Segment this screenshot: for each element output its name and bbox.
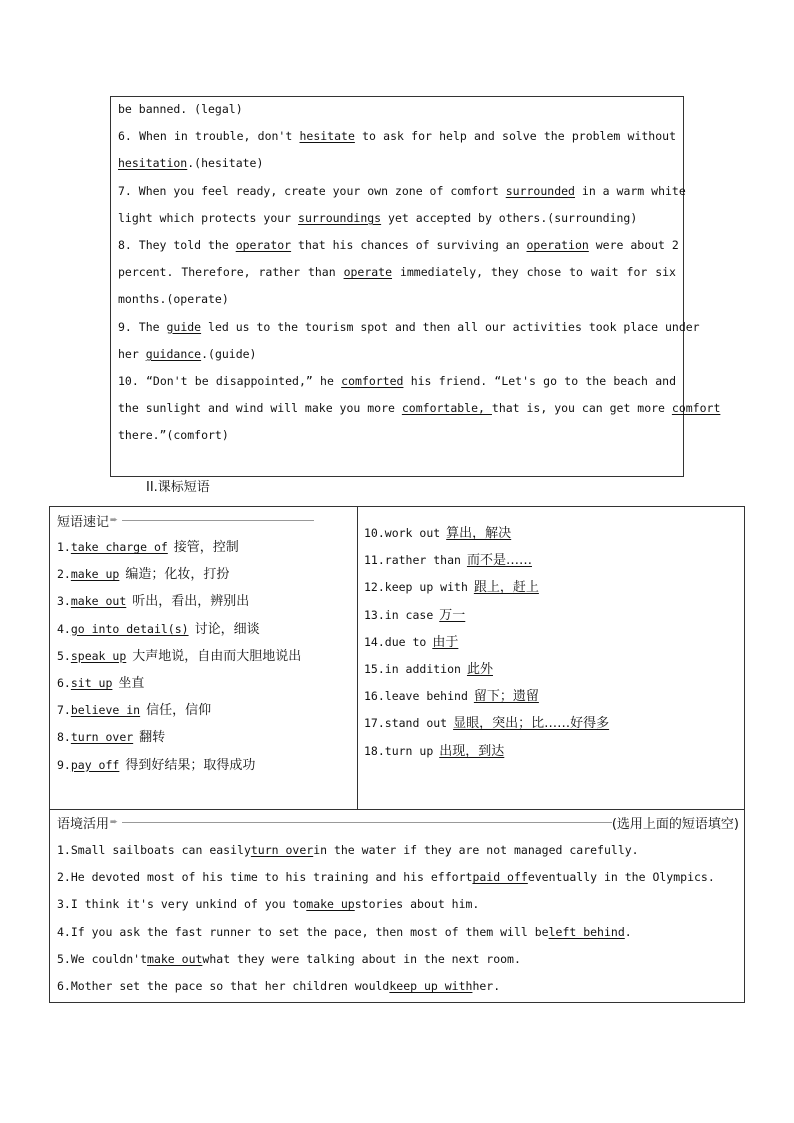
- phrase-english: due to: [384, 634, 427, 649]
- text-line: [118, 344, 676, 371]
- phrase-number: 14.: [364, 634, 385, 649]
- sentence-number: 2.: [57, 870, 71, 885]
- text-segment: her: [118, 346, 146, 361]
- phrase-english: keep up with: [384, 580, 468, 595]
- text-segment: 10. “Don't be disappointed,” he: [118, 374, 342, 388]
- phrase-chinese: 听出，看出，辨别出: [132, 594, 250, 610]
- phrase-number: 3.: [57, 594, 71, 609]
- sentence-number: 6.: [57, 979, 71, 993]
- sentence-text: Small sailboats can easily: [70, 843, 251, 857]
- text-line: [118, 99, 676, 126]
- sentence-text: We couldn't: [70, 951, 148, 966]
- text-segment: .(hesitate): [187, 156, 264, 171]
- exercise-box: [110, 96, 721, 477]
- phrase-chinese: 而不是……: [466, 553, 532, 569]
- context-sentence: [57, 923, 632, 941]
- phrase-number: 18.: [364, 743, 385, 758]
- phrase-chinese: 万一: [439, 607, 466, 623]
- phrase-item: [364, 633, 458, 652]
- phrase-number: 6.: [57, 676, 71, 690]
- phrase-item: [364, 742, 504, 761]
- phrase-item: [57, 620, 260, 639]
- text-segment: immediately, they chose to wait for six: [392, 265, 676, 280]
- sentence-text: .: [624, 924, 632, 939]
- context-sentence: [57, 977, 500, 995]
- table-divider-horizontal: [50, 809, 744, 810]
- text-segment: 9. The: [118, 319, 167, 334]
- sentence-text: what they were talking about in the next room.: [202, 951, 521, 966]
- sentence-text: in the water if they are not managed carefully.: [313, 843, 639, 857]
- phrase-item: [57, 565, 229, 584]
- text-line: [118, 126, 676, 153]
- text-line: [118, 371, 676, 398]
- table-divider-vertical: [357, 507, 358, 809]
- phrase-chinese: 得到好结果；取得成功: [125, 757, 256, 773]
- text-segment: 8. They told the: [118, 238, 236, 252]
- text-segment: his friend. “Let's go to the beach and: [403, 374, 676, 388]
- text-line: [118, 262, 676, 289]
- sentence-number: 3.: [57, 897, 71, 912]
- sentence-answer: make up: [306, 897, 355, 912]
- phrase-english: leave behind: [384, 689, 468, 704]
- answer-word: hesitate: [299, 129, 355, 144]
- arrow-right-icon: ➨: [110, 815, 118, 830]
- phrase-item: [364, 606, 465, 625]
- phrase-item: [57, 538, 239, 557]
- text-segment: yet accepted by others.(surrounding): [381, 210, 638, 225]
- phrase-english: stand out: [384, 716, 448, 731]
- answer-word: guidance: [145, 346, 202, 361]
- phrase-item: [57, 728, 165, 747]
- text-segment: percent. Therefore, rather than: [118, 265, 344, 280]
- phrase-english: in addition: [384, 662, 461, 676]
- phrase-english: turn over: [70, 730, 134, 745]
- sentence-answer: keep up with: [389, 979, 473, 993]
- phrase-english: take charge of: [70, 540, 168, 554]
- sentence-text: If you ask the fast runner to set the pace, then most of them will be: [70, 924, 549, 939]
- answer-word: operation: [526, 238, 589, 252]
- context-sentence: [57, 841, 639, 859]
- phrase-number: 12.: [364, 580, 385, 595]
- text-segment: that is, you can get more: [491, 401, 672, 416]
- answer-word: guide: [166, 319, 202, 334]
- phrase-chinese: 接管，控制: [173, 540, 239, 555]
- phrase-chinese: 翻转: [139, 730, 166, 746]
- phrase-item: [57, 647, 301, 666]
- phrase-chinese: 出现，到达: [439, 743, 505, 759]
- phrase-english: pay off: [70, 757, 120, 772]
- sentence-number: 4.: [57, 924, 71, 939]
- answer-word: operator: [235, 238, 292, 252]
- phrase-chinese: 编造；化妆，打扮: [125, 567, 230, 583]
- phrase-english: in case: [384, 607, 434, 622]
- text-segment: be banned. (legal): [118, 102, 243, 116]
- sentence-number: 1.: [57, 843, 71, 857]
- phrase-chinese: 由于: [432, 634, 459, 650]
- text-segment: 7. When you feel ready, create your own zone of comfort: [118, 183, 506, 198]
- phrase-item: [364, 578, 539, 597]
- header-rule: [122, 520, 314, 521]
- sentence-text: Mother set the pace so that her children would: [70, 979, 390, 993]
- phrase-item: [57, 592, 249, 611]
- text-line: [118, 235, 679, 262]
- context-note: (选用上面的短语填空): [611, 817, 739, 832]
- phrase-number: 8.: [57, 730, 71, 745]
- phrase-item: [364, 660, 493, 679]
- context-sentence: [57, 868, 715, 886]
- sentence-text: I think it's very unkind of you to: [70, 897, 307, 912]
- answer-word: comfort: [671, 401, 721, 416]
- answer-word: comforted: [341, 374, 404, 388]
- phrase-item: [57, 701, 211, 720]
- text-segment: .(guide): [201, 346, 257, 361]
- text-segment: were about 2: [588, 238, 679, 252]
- phrases-header-label: 短语速记: [57, 515, 110, 530]
- arrow-right-icon: ➨: [110, 513, 118, 528]
- context-sentence: [57, 950, 521, 968]
- phrase-item: [364, 551, 532, 570]
- phrase-number: 10.: [364, 526, 385, 540]
- text-line: [118, 425, 676, 452]
- context-sentence: [57, 895, 479, 913]
- phrase-english: speak up: [70, 648, 127, 663]
- sentence-text: stories about him.: [354, 897, 480, 912]
- phrase-item: [364, 687, 539, 706]
- sentence-text: eventually in the Olympics.: [527, 870, 715, 885]
- phrase-english: believe in: [70, 703, 141, 718]
- answer-word: surrounded: [505, 183, 575, 198]
- phrase-number: 5.: [57, 648, 71, 663]
- phrase-number: 4.: [57, 621, 71, 636]
- phrase-chinese: 此外: [466, 662, 493, 677]
- phrase-chinese: 算出，解决: [446, 526, 512, 541]
- phrase-chinese: 大声地说，自由而大胆地说出: [132, 648, 302, 664]
- text-line: [118, 289, 676, 316]
- answer-word: hesitation: [118, 156, 188, 171]
- phrase-number: 17.: [364, 716, 385, 731]
- text-line: [118, 317, 700, 344]
- phrase-number: 9.: [57, 757, 71, 772]
- text-line: [118, 181, 686, 208]
- phrase-chinese: 坐直: [118, 676, 145, 691]
- phrase-chinese: 信任，信仰: [146, 703, 212, 719]
- phrase-english: work out: [384, 526, 441, 540]
- text-segment: the sunlight and wind will make you more: [118, 401, 402, 416]
- phrase-chinese: 留下；遗留: [473, 689, 539, 705]
- sentence-answer: turn over: [250, 843, 314, 857]
- text-segment: led us to the tourism spot and then all our activities took place under: [201, 319, 700, 334]
- phrase-item: [364, 714, 609, 733]
- phrase-english: make out: [70, 594, 127, 609]
- phrase-number: 13.: [364, 607, 385, 622]
- phrase-table: [49, 506, 745, 1003]
- phrase-english: go into detail(s): [70, 621, 189, 636]
- text-segment: light which protects your: [118, 210, 299, 225]
- answer-word: comfortable,_: [401, 401, 492, 416]
- phrase-item: [364, 524, 511, 543]
- header-rule: [122, 822, 612, 823]
- phrases-header: [57, 511, 314, 530]
- sentence-answer: paid off: [472, 870, 528, 885]
- phrase-number: 2.: [57, 567, 71, 582]
- text-segment: in a warm white: [574, 183, 686, 198]
- phrase-chinese: 讨论，细谈: [194, 621, 260, 637]
- phrase-number: 7.: [57, 703, 71, 718]
- phrase-english: make up: [70, 567, 120, 582]
- phrase-item: [57, 674, 144, 693]
- text-segment: months.(operate): [118, 292, 229, 307]
- phrase-english: turn up: [384, 743, 434, 758]
- context-header-label: 语境活用: [57, 817, 110, 832]
- text-segment: 6. When in trouble, don't: [118, 129, 300, 144]
- answer-word: surroundings: [298, 210, 382, 225]
- phrase-english: rather than: [384, 553, 461, 568]
- text-line: [118, 153, 676, 180]
- phrase-number: 16.: [364, 689, 385, 704]
- text-line: [118, 398, 721, 425]
- section-title: II.课标短语: [146, 480, 210, 495]
- text-line: [118, 208, 676, 235]
- text-segment: there.”(comfort): [118, 428, 229, 443]
- context-header: [57, 813, 739, 832]
- phrase-item: [57, 756, 255, 775]
- sentence-text: He devoted most of his time to his training and his effort: [70, 870, 473, 885]
- phrase-chinese: 显眼，突出；比……好得多: [453, 716, 610, 732]
- phrase-number: 15.: [364, 662, 385, 676]
- text-segment: to ask for help and solve the problem without: [354, 129, 676, 144]
- sentence-number: 5.: [57, 951, 71, 966]
- phrase-english: sit up: [70, 676, 113, 690]
- sentence-answer: make out: [147, 951, 203, 966]
- phrase-chinese: 跟上，赶上: [473, 580, 539, 596]
- sentence-answer: left behind: [548, 924, 625, 939]
- text-segment: that his chances of surviving an: [291, 238, 527, 252]
- phrase-number: 11.: [364, 553, 385, 568]
- phrase-number: 1.: [57, 540, 71, 554]
- answer-word: operate: [343, 265, 393, 280]
- sentence-text: her.: [472, 979, 501, 993]
